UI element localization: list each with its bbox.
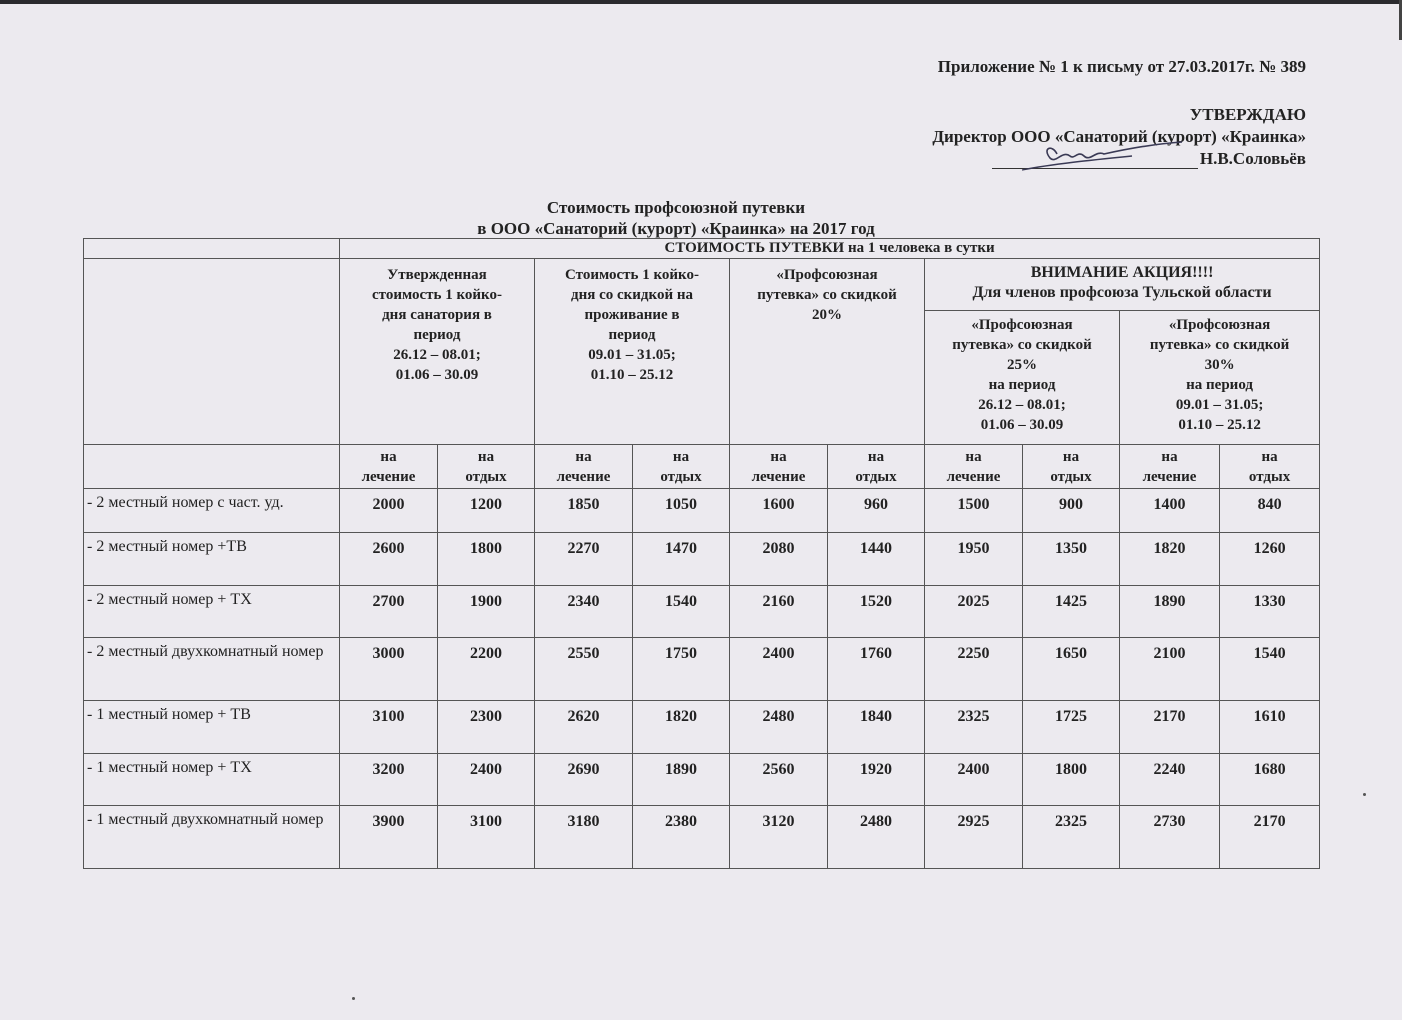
header-line: путевка» со скидкой (952, 337, 1092, 353)
price-cell: 1760 (828, 638, 925, 701)
price-cell: 2380 (633, 806, 730, 869)
price-cell: 2550 (535, 638, 633, 701)
price-cell: 1890 (633, 754, 730, 806)
price-cell: 2025 (925, 586, 1023, 638)
price-cell: 1050 (633, 489, 730, 533)
price-cell: 1425 (1023, 586, 1120, 638)
price-cell: 2480 (730, 701, 828, 754)
promo-line2: Для членов профсоюза Тульской области (972, 284, 1272, 301)
room-type-label: - 2 местный номер + ТХ (84, 586, 340, 638)
scan-speck (352, 997, 355, 1000)
price-cell: 1540 (1220, 638, 1320, 701)
price-cell: 960 (828, 489, 925, 533)
table-top-header: СТОИМОСТЬ ПУТЕВКИ на 1 человека в сутки (340, 239, 1320, 259)
price-cell: 2480 (828, 806, 925, 869)
price-cell: 2730 (1120, 806, 1220, 869)
room-type-label: - 1 местный номер + ТХ (84, 754, 340, 806)
price-cell: 1610 (1220, 701, 1320, 754)
price-cell: 1400 (1120, 489, 1220, 533)
price-cell: 2100 (1120, 638, 1220, 701)
sub-header-cell: на отдых (1023, 445, 1120, 489)
sub-header-cell: на отдых (1220, 445, 1320, 489)
director-title: Директор ООО «Санаторий (курорт) «Краинка» (932, 127, 1306, 146)
price-cell: 1520 (828, 586, 925, 638)
header-line: период (413, 327, 461, 343)
signer-name: Н.В.Соловьёв (1199, 149, 1306, 168)
price-cell: 2325 (1023, 806, 1120, 869)
header-line: 01.06 – 30.09 (395, 367, 479, 383)
header-line: Утвержденная (387, 267, 487, 283)
price-cell: 1260 (1220, 533, 1320, 586)
price-cell: 2400 (925, 754, 1023, 806)
price-cell: 2250 (925, 638, 1023, 701)
header-line: Стоимость 1 койко- (565, 267, 699, 283)
sub-header-row (84, 445, 1320, 489)
header-line: стоимость 1 койко- (372, 287, 502, 303)
price-cell: 3200 (340, 754, 438, 806)
room-type-label: - 2 местный двухкомнатный номер (84, 638, 340, 701)
col-group-union-20 (730, 259, 925, 445)
price-cell: 2200 (438, 638, 535, 701)
price-cell: 1840 (828, 701, 925, 754)
col-group-union-30 (1120, 311, 1320, 445)
price-cell: 2300 (438, 701, 535, 754)
room-type-label: - 1 местный номер + ТВ (84, 701, 340, 754)
header-line: 01.10 – 25.12 (590, 367, 674, 383)
price-cell: 1470 (633, 533, 730, 586)
room-type-label: - 2 местный номер +ТВ (84, 533, 340, 586)
header-line: на период (988, 377, 1056, 393)
sub-header-cell: на лечение (340, 445, 438, 489)
price-cell: 2160 (730, 586, 828, 638)
price-cell: 1350 (1023, 533, 1120, 586)
price-cell: 1440 (828, 533, 925, 586)
price-cell: 1950 (925, 533, 1023, 586)
header-line: путевка» со скидкой (757, 287, 897, 303)
price-cell: 1820 (633, 701, 730, 754)
price-cell: 2270 (535, 533, 633, 586)
header-line: 01.06 – 30.09 (980, 417, 1064, 433)
price-cell: 2170 (1220, 806, 1320, 869)
price-cell: 2620 (535, 701, 633, 754)
price-cell: 3120 (730, 806, 828, 869)
col-group-approved (340, 259, 535, 445)
sub-header-cell: на лечение (1120, 445, 1220, 489)
price-cell: 1680 (1220, 754, 1320, 806)
empty-header-cell (84, 239, 340, 259)
header-line: 09.01 – 31.05; (588, 347, 676, 363)
price-cell: 1890 (1120, 586, 1220, 638)
price-cell: 1820 (1120, 533, 1220, 586)
price-cell: 1600 (730, 489, 828, 533)
header-line: 26.12 – 08.01; (978, 397, 1066, 413)
price-cell: 1920 (828, 754, 925, 806)
empty-header-cell (84, 259, 340, 445)
price-cell: 1540 (633, 586, 730, 638)
header-line: 20% (812, 307, 842, 323)
table-row (84, 533, 1320, 586)
price-cell: 900 (1023, 489, 1120, 533)
price-cell: 2080 (730, 533, 828, 586)
price-cell: 2000 (340, 489, 438, 533)
price-cell: 1800 (1023, 754, 1120, 806)
price-cell: 1800 (438, 533, 535, 586)
price-cell: 2400 (730, 638, 828, 701)
scan-top-edge (0, 0, 1402, 4)
promo-header (925, 259, 1320, 311)
header-line: период (608, 327, 656, 343)
price-cell: 3100 (438, 806, 535, 869)
price-cell: 2400 (438, 754, 535, 806)
price-cell: 2170 (1120, 701, 1220, 754)
price-cell: 3100 (340, 701, 438, 754)
sub-header-cell: на лечение (535, 445, 633, 489)
document-title-line1: Стоимость профсоюзной путевки (546, 198, 806, 217)
price-cell: 2560 (730, 754, 828, 806)
header-line: «Профсоюзная (971, 317, 1073, 333)
price-cell: 2240 (1120, 754, 1220, 806)
table-row (84, 638, 1320, 701)
header-line: дня со скидкой на (570, 287, 693, 303)
header-line: 25% (1007, 357, 1037, 373)
promo-line1: ВНИМАНИЕ АКЦИЯ!!!! (1030, 264, 1214, 281)
col-group-union-25 (925, 311, 1120, 445)
approval-stamp-text: УТВЕРЖДАЮ (1189, 105, 1306, 124)
price-cell: 1850 (535, 489, 633, 533)
table-row (84, 754, 1320, 806)
header-line: «Профсоюзная (776, 267, 878, 283)
sub-header-cell: на лечение (925, 445, 1023, 489)
table-body (84, 489, 1320, 869)
price-cell: 2690 (535, 754, 633, 806)
price-table (83, 238, 1320, 869)
table-row (84, 701, 1320, 754)
table-row (84, 489, 1320, 533)
price-cell: 1650 (1023, 638, 1120, 701)
price-cell: 840 (1220, 489, 1320, 533)
price-cell: 1725 (1023, 701, 1120, 754)
header-line: «Профсоюзная (1168, 317, 1271, 333)
header-line: дня санатория в (382, 307, 492, 323)
price-cell: 1200 (438, 489, 535, 533)
sub-header-cell: на лечение (730, 445, 828, 489)
header-line: путевка» со скидкой (1149, 337, 1290, 353)
room-type-label: - 1 местный двухкомнатный номер (84, 806, 340, 869)
price-cell: 2700 (340, 586, 438, 638)
price-cell: 3900 (340, 806, 438, 869)
header-line: 01.10 – 25.12 (1178, 417, 1261, 433)
price-cell: 2340 (535, 586, 633, 638)
col-group-discount (535, 259, 730, 445)
header-line: проживание в (584, 307, 680, 323)
header-line: на период (1186, 377, 1253, 393)
price-cell: 2325 (925, 701, 1023, 754)
price-cell: 2600 (340, 533, 438, 586)
price-cell: 1900 (438, 586, 535, 638)
header-line: 09.01 – 31.05; (1175, 397, 1264, 413)
sub-header-cell: на отдых (633, 445, 730, 489)
appendix-reference: Приложение № 1 к письму от 27.03.2017г. № 389 (937, 57, 1306, 76)
price-cell: 1500 (925, 489, 1023, 533)
table-row (84, 586, 1320, 638)
header-line: 30% (1204, 357, 1235, 373)
signature (992, 152, 1198, 169)
empty-header-cell (84, 445, 340, 489)
document-title-line2: в ООО «Санаторий (курорт) «Краинка» на 2017 год (477, 219, 875, 238)
table-row (84, 806, 1320, 869)
price-cell: 1750 (633, 638, 730, 701)
price-cell: 1330 (1220, 586, 1320, 638)
signature-line (992, 149, 1306, 169)
sub-header-cell: на отдых (828, 445, 925, 489)
header-line: 26.12 – 08.01; (393, 347, 481, 363)
scan-speck (1363, 793, 1366, 796)
room-type-label: - 2 местный номер с част. уд. (84, 489, 340, 533)
price-cell: 3180 (535, 806, 633, 869)
price-cell: 3000 (340, 638, 438, 701)
price-cell: 2925 (925, 806, 1023, 869)
sub-header-cell: на отдых (438, 445, 535, 489)
